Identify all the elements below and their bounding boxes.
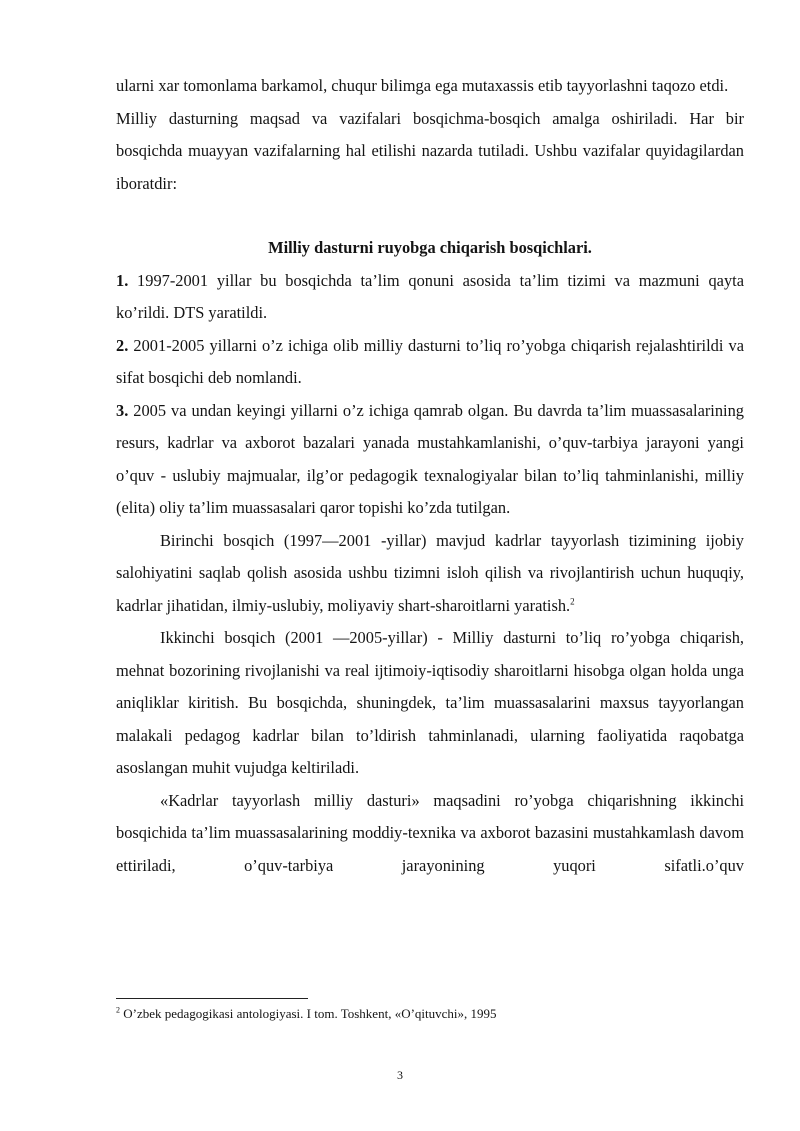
paragraph-stage-two <box>116 622 744 785</box>
paragraph-intro <box>116 103 744 201</box>
list-item-1-text: 1997-2001 yillar bu bosqichda ta’lim qonuni asosida ta’lim tizimi va mazmuni qayta ko’rildi. DTS yaratildi. <box>116 270 744 322</box>
paragraph-stage-one-text: Birinchi bosqich (1997—2001 -yillar) mavjud kadrlar tayyorlash tizimining ijobiy salohiyatini saqlab qolish asosida ushbu tizimni isloh qilish va rivojlantirish uchun huquqiy, kadrlar jihatidan, ilmiy-uslubiy, moliyaviy shart-sharoitlarni yaratish. <box>116 530 744 615</box>
page-number: 3 <box>397 1068 403 1082</box>
paragraph-closing-text: «Kadrlar tayyorlash milliy dasturi» maqsadini ro’yobga chiqarishning ikkinchi bosqichida ta’lim muassasalarining moddiy-texnika va axborot bazasini mustahkamlash davom ettiriladi, o’quv-tarbiya jarayonining yuqori sifatli.o’quv <box>116 790 744 875</box>
paragraph-stage-one <box>116 525 744 623</box>
body-text <box>116 70 744 882</box>
list-item-2-number: 2. <box>116 335 129 355</box>
list-item-1-number: 1. <box>116 270 129 290</box>
footnote-separator <box>116 998 308 999</box>
paragraph-intro-text: Milliy dasturning maqsad va vazifalari bosqichma-bosqich amalga oshiriladi. Har bir bosqichda muayyan vazifalarning hal etilishi nazarda tutiladi. Ushbu vazifalar quyidagilardan iboratdir: <box>116 108 744 193</box>
footnote-marker: 2 <box>116 1005 120 1015</box>
list-item-1 <box>116 265 744 330</box>
paragraph-closing <box>116 785 744 883</box>
paragraph-stage-two-text: Ikkinchi bosqich (2001 —2005-yillar) - Milliy dasturni to’liq ro’yobga chiqarish, mehnat bozorining rivojlanishi va real ijtimoiy-iqtisodiy sharoitlarni hisobga olgan holda unga aniqliklar kiritish. Bu bosqichda, shuningdek, ta’lim muassasalarini maxsus tayyorlangan malakali pedagog kadrlar bilan to’ldirish tahminlanadi, ularning faoliyatida raqobatga asoslangan muhit vujudga keltiriladi. <box>116 628 744 777</box>
paragraph-continuation <box>116 70 744 103</box>
section-heading-text: Milliy dasturni ruyobga chiqarish bosqichlari. <box>268 238 592 257</box>
section-heading <box>116 232 744 265</box>
list-item-2-text: 2001-2005 yillarni o’z ichiga olib milliy dasturni to’liq ro’yobga chiqarish rejalashtirildi va sifat bosqichi deb nomlandi. <box>116 335 744 387</box>
footnote-reference: 2 <box>570 596 575 607</box>
footnote-text: O’zbek pedagogikasi antologiyasi. I tom. Toshkent, «O’qituvchi», 1995 <box>123 1006 497 1021</box>
list-item-2 <box>116 330 744 395</box>
footnote <box>116 1004 744 1024</box>
list-item-3-number: 3. <box>116 400 129 420</box>
list-item-3 <box>116 395 744 525</box>
list-item-3-text: 2005 va undan keyingi yillarni o’z ichiga qamrab olgan. Bu davrda ta’lim muassasalarining resurs, kadrlar va axborot bazalari yanada mustahkamlanishi, o’quv-tarbiya jarayoni yangi o’quv - uslubiy majmualar, ilg’or pedagogik texnalogiyalar bilan to’liq tahminlanishi, milliy (elita) oliy ta’lim muassasalari qaror topishi ko’zda tutilgan. <box>116 400 744 517</box>
paragraph-continuation-text: ularni xar tomonlama barkamol, chuqur bilimga ega mutaxassis etib tayyorlashni taqozo etdi. <box>116 76 729 95</box>
